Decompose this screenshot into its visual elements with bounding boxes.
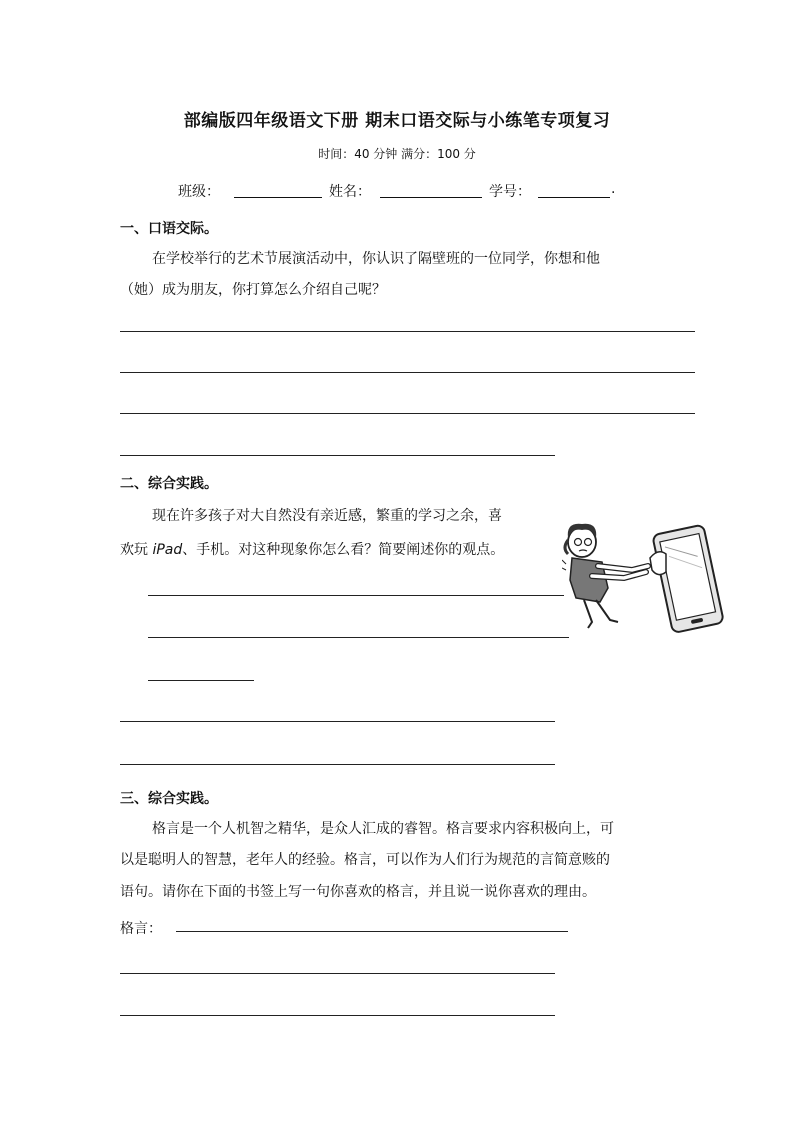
page-title: 部编版四年级语文下册 期末口语交际与小练笔专项复习 (183, 111, 611, 131)
class-field[interactable] (234, 197, 322, 198)
student-id-label: 学号： (489, 184, 531, 200)
class-label: 班级： (178, 184, 220, 200)
motto-answer-line[interactable] (176, 931, 568, 932)
ipad-text: iPad (152, 542, 183, 558)
answer-line[interactable] (120, 372, 695, 373)
exam-meta: 时间：40 分钟 满分：100 分 (318, 147, 476, 161)
section3-heading: 三、综合实践。 (120, 791, 218, 807)
answer-line[interactable] (148, 595, 564, 596)
answer-line[interactable] (148, 680, 254, 681)
section2-line2-end: 、手机。对这种现象你怎么看？简要阐述你的观点。 (182, 542, 505, 558)
section2-prompt-line1: 现在许多孩子对大自然没有亲近感，繁重的学习之余，喜 (152, 508, 502, 524)
student-id-field[interactable] (538, 197, 610, 198)
section1-heading: 一、口语交际。 (120, 221, 218, 237)
answer-line[interactable] (120, 1015, 555, 1016)
name-field[interactable] (380, 197, 482, 198)
motto-label: 格言： (120, 921, 162, 937)
section3-prompt-line2: 以是聪明人的智慧，老年人的经验。格言，可以作为人们行为规范的言简意赅的 (120, 852, 610, 868)
answer-line[interactable] (120, 764, 555, 765)
name-label: 姓名： (329, 184, 371, 200)
answer-line[interactable] (120, 721, 555, 722)
answer-line[interactable] (120, 331, 695, 332)
section1-prompt-line1: 在学校举行的艺术节展演活动中，你认识了隔壁班的一位同学，你想和他 (152, 251, 600, 267)
answer-line[interactable] (120, 455, 555, 456)
answer-line[interactable] (148, 637, 569, 638)
answer-line[interactable] (120, 973, 555, 974)
section3-prompt-line1: 格言是一个人机智之精华，是众人汇成的睿智。格言要求内容积极向上，可 (152, 821, 614, 837)
info-end-mark: . (611, 181, 616, 197)
answer-line[interactable] (120, 413, 695, 414)
section2-line2-start: 欢玩 (120, 542, 153, 558)
section2-prompt-line2 (120, 539, 504, 559)
section1-prompt-line2: （她）成为朋友，你打算怎么介绍自己呢？ (120, 282, 386, 298)
person-pulling-tablet-icon (562, 518, 732, 633)
section2-heading: 二、综合实践。 (120, 476, 218, 492)
section3-prompt-line3: 语句。请你在下面的书签上写一句你喜欢的格言，并且说一说你喜欢的理由。 (120, 884, 596, 900)
